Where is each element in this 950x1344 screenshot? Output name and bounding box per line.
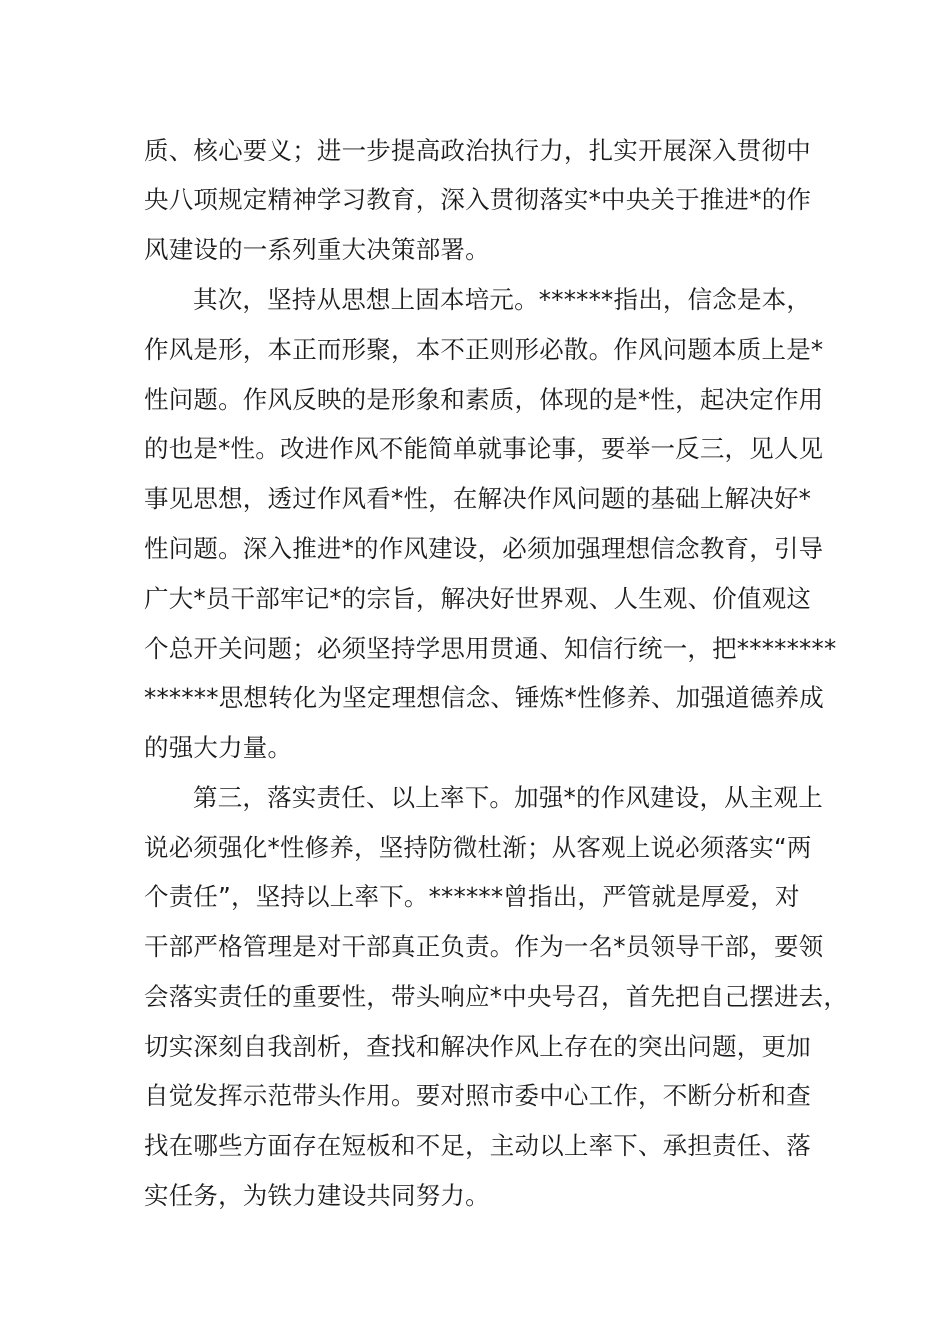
text-line: 实任务，为铁力建设共同努力。 xyxy=(144,1181,490,1210)
text-line: 央八项规定精神学习教育，深入贯彻落实*中央关于推进*的作 xyxy=(144,185,812,214)
text-line: 切实深刻自我剖析，查找和解决作风上存在的突出问题，更加 xyxy=(144,1032,811,1061)
text-line: 会落实责任的重要性，带头响应*中央号召，首先把自己摆进去， xyxy=(144,982,849,1011)
text-line: 性问题。作风反映的是形象和素质，体现的是*性，起决定作用 xyxy=(144,385,824,414)
text-line: 的强大力量。 xyxy=(144,733,293,762)
text-line: 事见思想，透过作风看*性，在解决作风问题的基础上解决好* xyxy=(144,484,812,513)
text-line: 自觉发挥示范带头作用。要对照市委中心工作，不断分析和查 xyxy=(144,1081,811,1110)
text-line: 作风是形，本正而形聚，本不正则形必散。作风问题本质上是* xyxy=(144,335,824,364)
text-line: 风建设的一系列重大决策部署。 xyxy=(144,235,490,264)
paragraph-first-line: 第三，落实责任、以上率下。加强*的作风建设，从主观上 xyxy=(193,783,823,812)
text-line: 个总开关问题；必须坚持学思用贯通、知信行统一，把******** xyxy=(144,634,837,663)
text-line: 个责任”，坚持以上率下。******曾指出，严管就是厚爱，对 xyxy=(144,882,800,911)
text-line: 说必须强化*性修养，坚持防微杜渐；从客观上说必须落实“两 xyxy=(144,833,812,862)
text-line: 质、核心要义；进一步提高政治执行力，扎实开展深入贯彻中 xyxy=(144,136,811,165)
text-line: 找在哪些方面存在短板和不足，主动以上率下、承担责任、落 xyxy=(144,1131,811,1160)
text-line: 性问题。深入推进*的作风建设，必须加强理想信念教育，引导 xyxy=(144,534,824,563)
paragraph-first-line: 其次，坚持从思想上固本培元。******指出，信念是本， xyxy=(193,285,812,314)
text-line: 干部严格管理是对干部真正负责。作为一名*员领导干部，要领 xyxy=(144,932,824,961)
text-line: 广大*员干部牢记*的宗旨，解决好世界观、人生观、价值观这 xyxy=(144,584,812,613)
text-line: 的也是*性。改进作风不能简单就事论事，要举一反三，见人见 xyxy=(144,434,824,463)
text-line: ******思想转化为坚定理想信念、锤炼*性修养、加强道德养成 xyxy=(144,683,824,712)
